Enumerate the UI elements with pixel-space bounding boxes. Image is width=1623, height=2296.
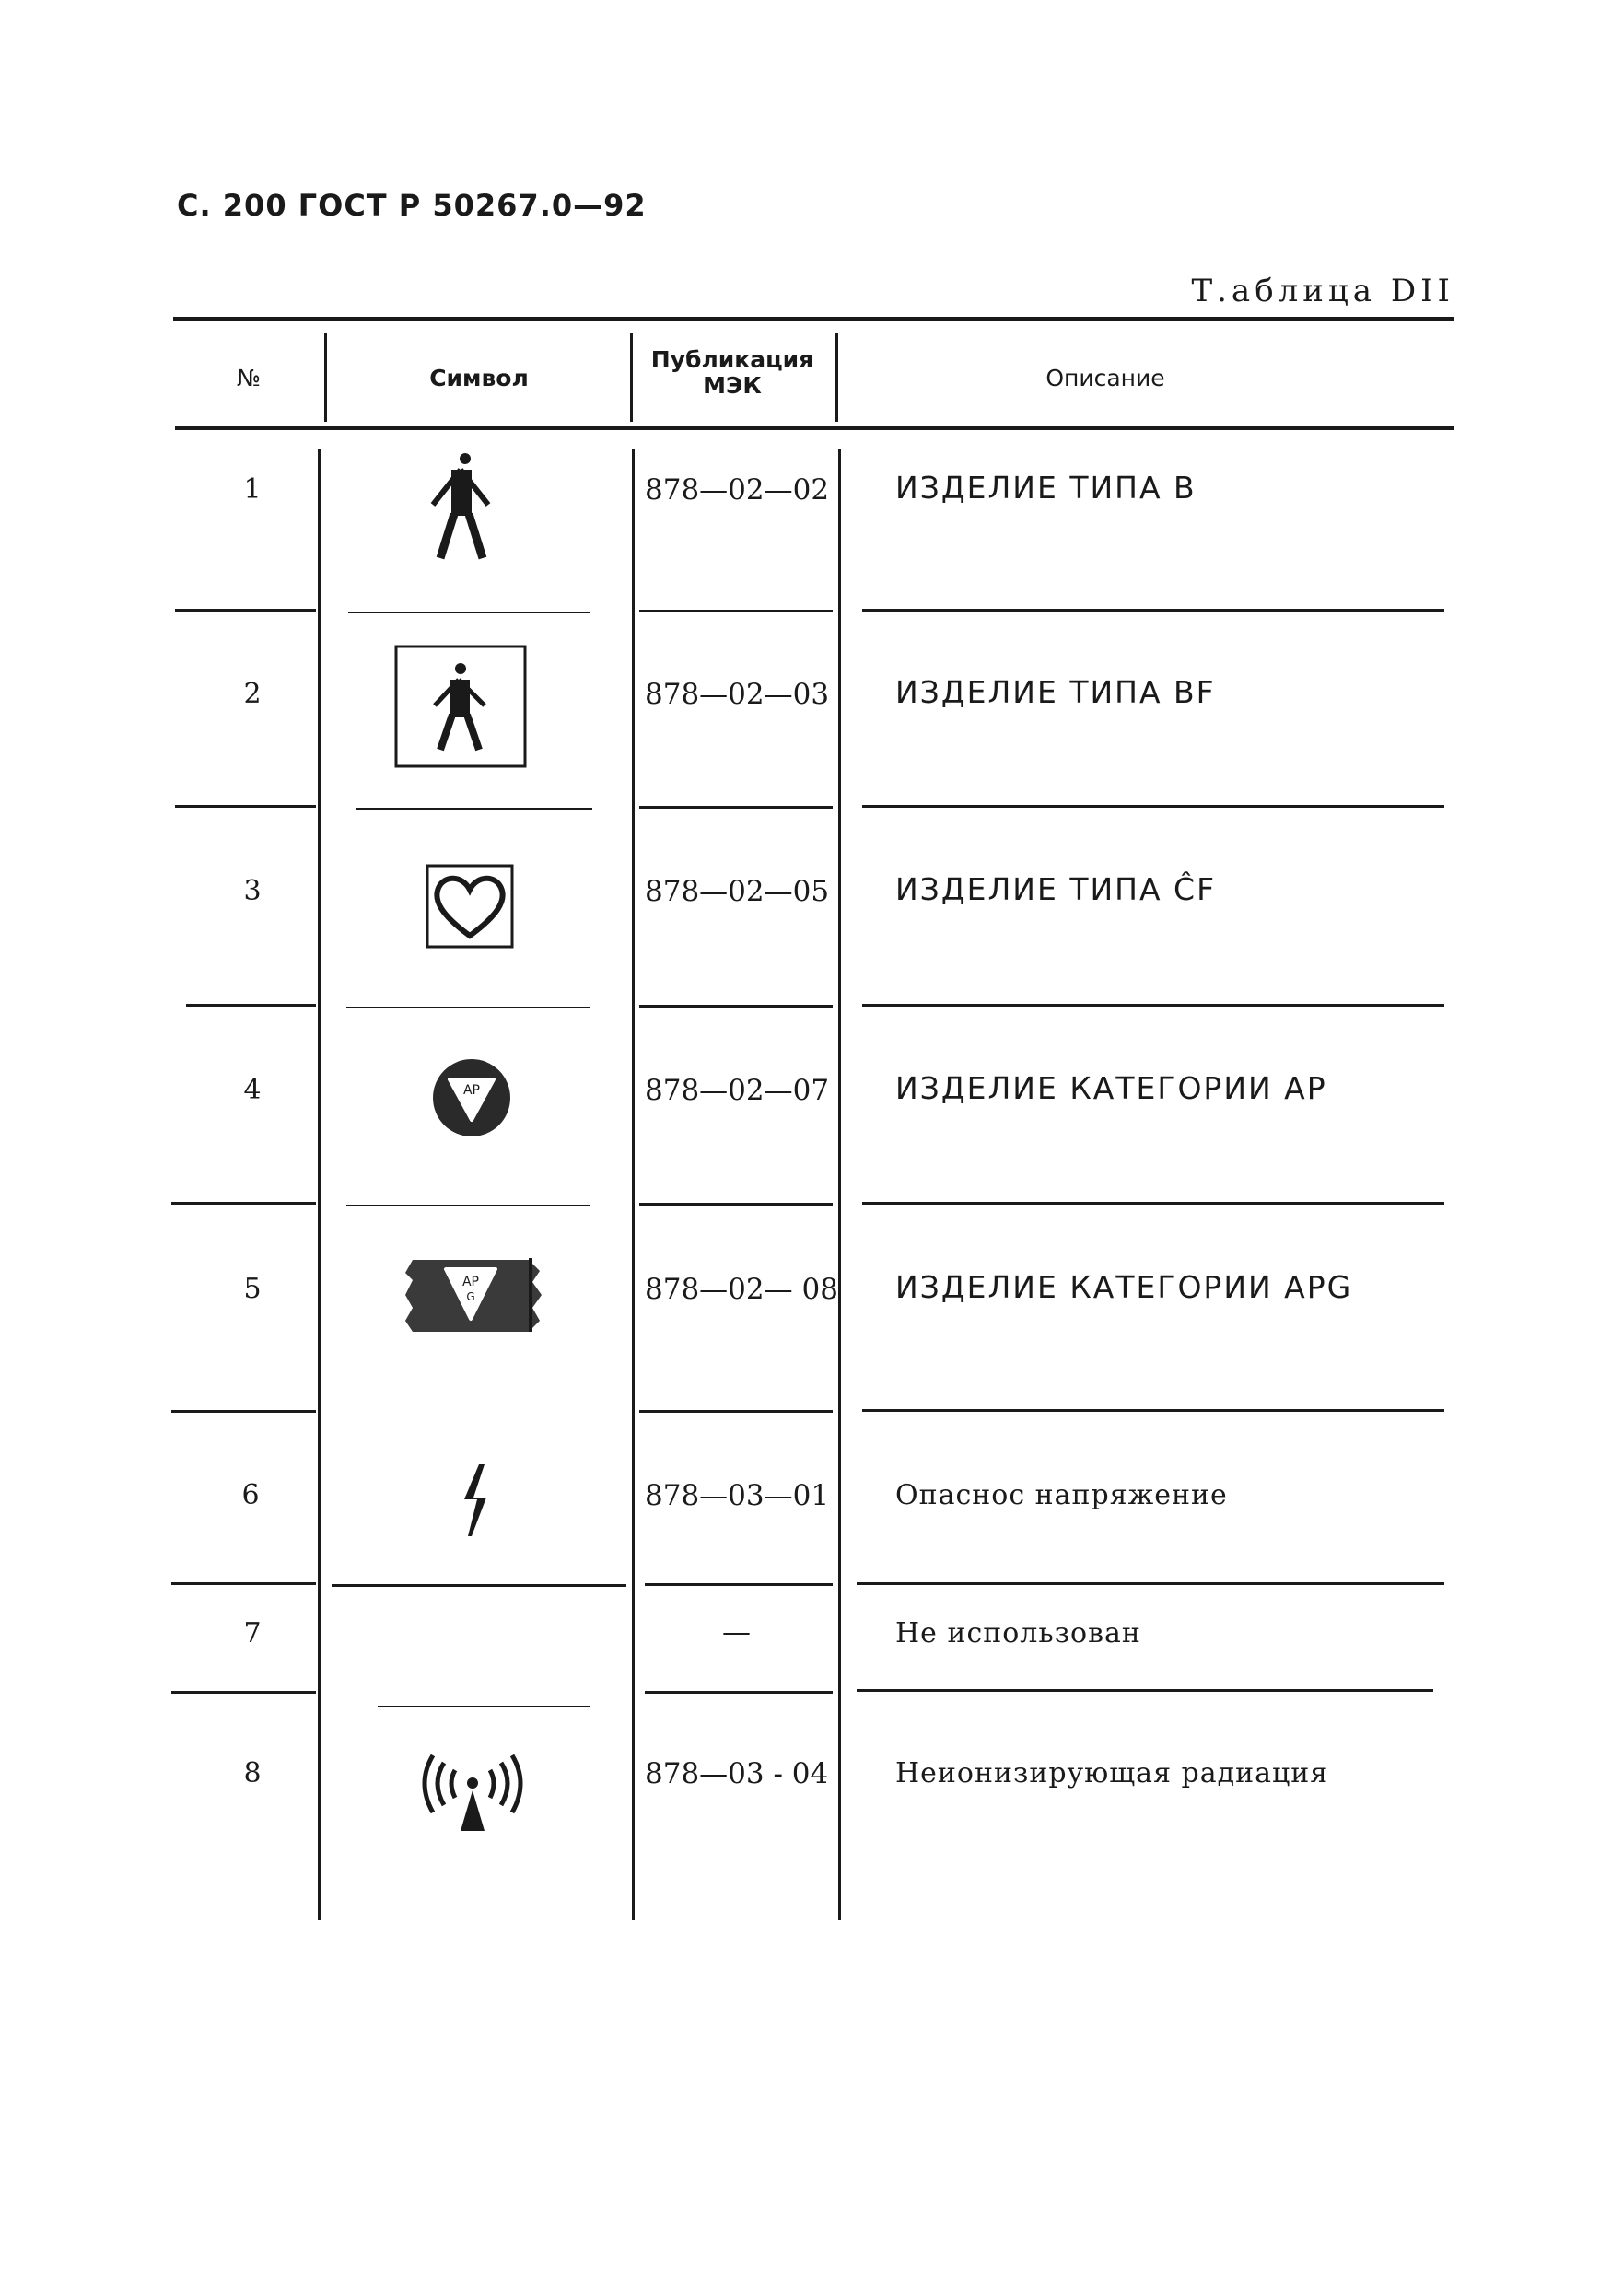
column-header-description: Описание	[1045, 365, 1165, 391]
publication-code: —	[722, 1615, 751, 1649]
svg-text:AP: AP	[462, 1083, 481, 1098]
row-description: Опаснос напряжение	[895, 1479, 1228, 1511]
row-description: ИЗДЕЛИЕ ТИПА ĈF	[895, 871, 1217, 907]
row-number: 1	[243, 473, 262, 506]
row-number: 6	[241, 1479, 260, 1511]
type-bf-person-box-icon	[394, 645, 527, 772]
row-number: 2	[243, 678, 262, 710]
row-number: 5	[243, 1273, 262, 1305]
type-cf-heart-icon	[426, 864, 514, 952]
publication-code: 878—02—02	[645, 473, 830, 507]
row-description: Не использован	[895, 1617, 1141, 1649]
svg-text:AP: AP	[461, 1275, 480, 1289]
svg-text:G: G	[466, 1290, 475, 1303]
body-divider-1	[318, 449, 321, 1920]
publication-code: 878—03 - 04	[645, 1757, 829, 1790]
row-number: 3	[243, 875, 262, 907]
row-description: Неионизирующая радиация	[895, 1757, 1329, 1789]
header-divider-2	[630, 333, 633, 422]
publication-code: 878—02— 08	[645, 1273, 838, 1306]
body-divider-2	[632, 449, 635, 1920]
row-number: 8	[243, 1757, 262, 1789]
non-ionizing-radiation-icon	[413, 1746, 532, 1836]
table-header-rule	[175, 426, 1454, 430]
row-description: ИЗДЕЛИЕ ТИПА В	[895, 470, 1197, 506]
body-divider-3	[838, 449, 841, 1920]
table-top-rule	[173, 317, 1454, 321]
column-header-publication-line2: МЭК	[703, 372, 762, 399]
header-divider-3	[835, 333, 838, 422]
column-header-publication-line1: Публикация	[650, 346, 814, 373]
publication-code: 878—02—03	[645, 678, 830, 711]
row-description: ИЗДЕЛИЕ КАТЕГОРИИ АР	[895, 1070, 1327, 1106]
apg-category-band-icon	[405, 1254, 543, 1339]
column-header-symbol: Символ	[429, 365, 529, 391]
header-divider-1	[324, 333, 327, 422]
row-description: ИЗДЕЛИЕ ТИПА BF	[895, 674, 1216, 710]
publication-code: 878—02—05	[645, 875, 830, 908]
row-description: ИЗДЕЛИЕ КАТЕГОРИИ APG	[895, 1269, 1353, 1305]
publication-code: 878—02—07	[645, 1074, 830, 1107]
table-caption: Т.аблица DII	[1191, 273, 1454, 309]
publication-code: 878—03—01	[645, 1479, 830, 1512]
page-header: С. 200 ГОСТ Р 50267.0—92	[177, 188, 647, 223]
column-header-num: №	[236, 365, 261, 391]
row-number: 7	[243, 1617, 262, 1649]
ap-category-circle-icon	[429, 1055, 514, 1144]
row-number: 4	[243, 1074, 262, 1106]
type-b-person-icon	[424, 449, 497, 564]
lightning-bolt-icon	[455, 1463, 494, 1542]
